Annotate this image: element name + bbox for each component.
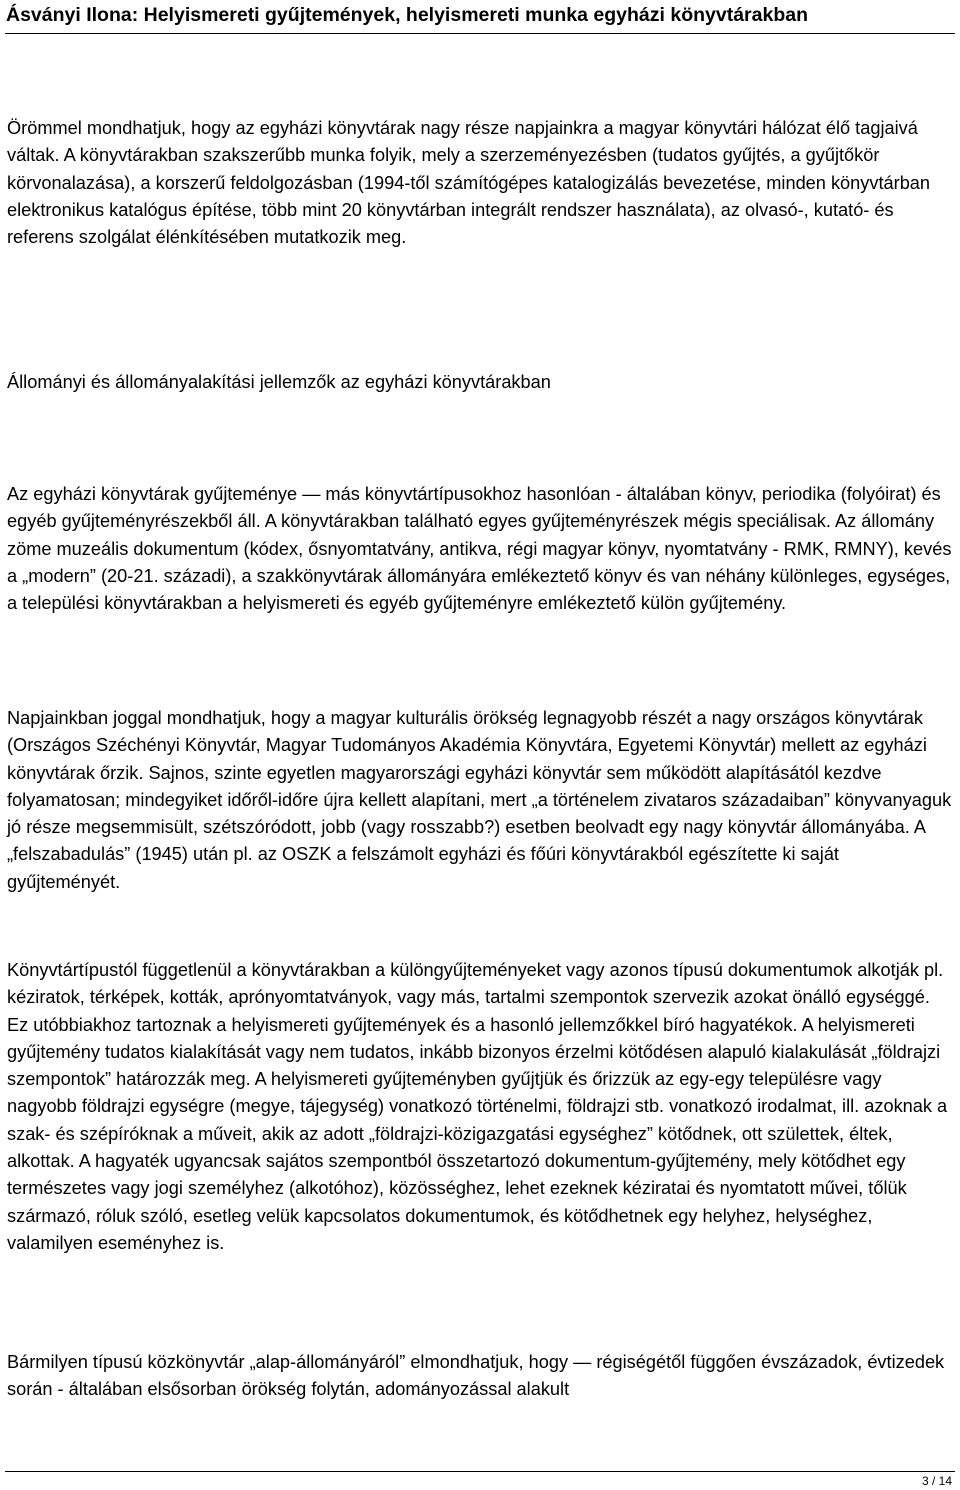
header-divider — [5, 33, 955, 34]
footer-divider — [5, 1471, 955, 1472]
section-heading: Állományi és állományalakítási jellemzők az egyházi könyvtárakban — [7, 372, 551, 392]
paragraph-heritage: Napjainkban joggal mondhatjuk, hogy a magyar kulturális örökség legnagyobb részét a nagy országos könyvtárak (Országos Széchényi Könyvtár, Magyar Tudományos Akadémia Könyvtára, Egyetemi Könyvtár) mellett az egyházi könyvtárak őrzik. Sajnos, szinte egyetlen magyarországi egyházi könyvtár sem működött alapításától kezdve folyamatosan; mindegyiket időről-időre újra kellett alapítani, mert „a történelem zivataros századaiban” könyvanyaguk jó része megsemmisült, szétszóródott, jobb (vagy rosszabb?) esetben beolvadt egy nagy könyvtár állományába. A „felszabadulás” (1945) után pl. az OSZK a felszámolt egyházi és főúri könyvtárakból egészítette ki saját gyűjteményét. — [7, 708, 952, 892]
paragraph-collection: Az egyházi könyvtárak gyűjteménye ― más könyvtártípusokhoz hasonlóan - általában könyv, periodika (folyóirat) és egyéb gyűjteményrészekből áll. A könyvtárakban található egyes gyűjteményrészek mégis speciálisak. Az állomány zöme muzeális dokumentum (kódex, ősnyomtatvány, antikva, régi magyar könyv, nyomtatvány - RMK, RMNY), kevés a „modern” (20-21. századi), a szakkönyvtárak állományára emlékeztető könyv és van néhány különleges, egységes, a települési könyvtárakban a helyismereti és egyéb gyűjteményre emlékeztető külön gyűjtemény. — [7, 484, 952, 614]
paragraph-intro: Örömmel mondhatjuk, hogy az egyházi könyvtárak nagy része napjainkra a magyar könyvtári hálózat élő tagjaivá váltak. A könyvtárakban szakszerűbb munka folyik, mely a szerzeményezésben (tudatos gyűjtés, a gyűjtőkör körvonalazása), a korszerű feldolgozásban (1994-től számítógépes katalogizálás bevezetése, minden könyvtárban elektronikus katalógus építése, több mint 20 könyvtárban integrált rendszer használata), az olvasó-, kutató- és referens szolgálat élénkítésében mutatkozik meg. — [7, 118, 931, 248]
paragraph-public-library: Bármilyen típusú közkönyvtár „alap-állományáról” elmondhatjuk, hogy ― régiségétől függően évszázadok, évtizedek során - általában elsősorban örökség folytán, adományozással alakult — [7, 1352, 945, 1400]
document-header-title: Ásványi Ilona: Helyismereti gyűjtemények, helyismereti munka egyházi könyvtárakban — [6, 4, 808, 26]
paragraph-local-history: Könyvtártípustól függetlenül a könyvtárakban a különgyűjteményeket vagy azonos típusú dokumentumok alkotják pl. kéziratok, térképek, kották, aprónyomtatványok, vagy más, tartalmi szempontok szervezik azokat önálló egységgé. Ez utóbbiakhoz tartoznak a helyismereti gyűjtemények és a hasonló jellemzőkkel bíró hagyatékok. A helyismereti gyűjtemény tudatos kialakítását vagy nem tudatos, inkább bizonyos érzelmi kötődésen alapuló kialakulását „földrajzi szempontok” határozzák meg. A helyismereti gyűjteményben gyűjtjük és őrizzük az egy-egy településre vagy nagyobb földrajzi egységre (megye, tájegység) vonatkozó történelmi, földrajzi stb. vonatkozó irodalmat, ill. azoknak a szak- és szépíróknak a műveit, akik az adott „földrajzi-közigazgatási egységhez” kötődnek, ott születtek, éltek, alkottak. A hagyaték ugyancsak sajátos szempontból összetartozó dokumentum-gyűjtemény, mely kötődhet egy természetes vagy jogi személyhez (alkotóhoz), közösséghez, lehet ezeknek kéziratai és nyomtatott művei, tőlük származó, róluk szóló, esetleg velük kapcsolatos dokumentumok, és kötődhetnek egy helyhez, helységhez, valamilyen eseményhez is. — [7, 960, 948, 1253]
page-number: 3 / 14 — [921, 1474, 952, 1488]
